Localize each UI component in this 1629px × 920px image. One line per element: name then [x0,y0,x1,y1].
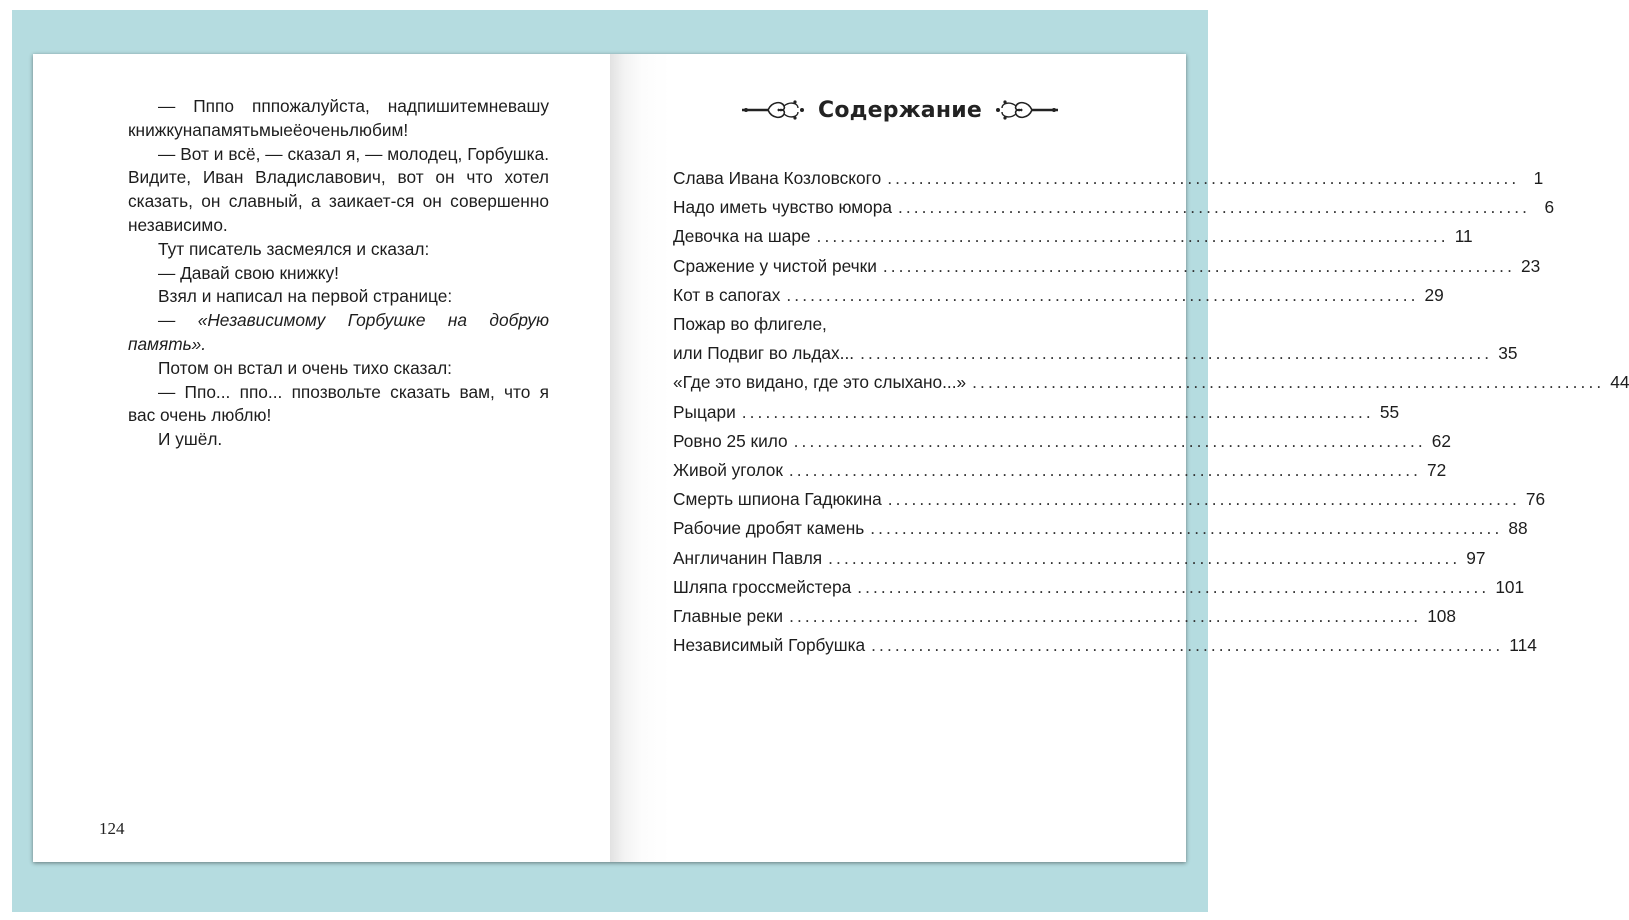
toc-entry-title: Рабочие дробят камень [673,518,865,539]
toc-entry-page: 108 [1427,605,1457,626]
paragraph: — Пппо пппожалуйста, надпишитемневашу книжкунапамятьмыеёоченьлюбим! [128,96,549,140]
paragraph: Потом он встал и очень тихо сказал: [158,357,452,378]
toc-entry[interactable] [673,543,1486,572]
toc-leader-dots: ................................................................................ [860,343,1493,364]
paragraph: — Ппо... ппо... ппозвольте сказать вам, что я вас очень люблю! [128,381,549,426]
toc-entry[interactable] [673,193,1555,222]
toc-entry-page: 62 [1431,430,1451,451]
toc-entry[interactable] [673,573,1525,602]
toc-entry[interactable] [673,281,1444,310]
toc-entry-page: 88 [1508,518,1528,539]
toc-leader-dots: ................................................................................ [871,635,1504,656]
toc-entry[interactable] [673,252,1541,281]
toc-leader-dots: ................................................................................ [887,489,1520,510]
toc-leader-dots: ................................................................................ [887,168,1520,189]
right-page [610,54,1629,862]
toc-entry-title: Смерть шпиона Гадюкина [673,489,882,510]
toc-entry-title: Рыцари [673,401,736,422]
toc-heading [750,92,1050,128]
toc-entry-title: Ровно 25 кило [673,430,788,451]
toc-leader-dots: ................................................................................ [882,255,1515,276]
toc-entry-page: 44 [1610,372,1629,393]
toc-entry-title: Девочка на шаре [673,226,811,247]
left-page [33,54,610,862]
paragraph: Взял и написал на первой странице: [158,286,453,307]
toc-entry[interactable] [673,456,1447,485]
toc-entry[interactable] [673,222,1473,251]
toc-entry-page: 72 [1427,459,1447,480]
toc-title: Содержание [818,97,982,123]
flourish-left-icon [742,97,808,123]
paragraph: И ушёл. [158,429,223,450]
toc-leader-dots: ................................................................................ [870,518,1503,539]
story-text [128,95,549,452]
toc-entry-title: Независимый Горбушка [673,635,866,656]
toc-leader-dots: ................................................................................ [972,372,1605,393]
toc-entry-page: 23 [1520,255,1541,276]
toc-leader-dots: ................................................................................ [857,576,1490,597]
toc-entry[interactable] [673,164,1544,193]
toc-leader-dots: ................................................................................ [793,430,1426,451]
toc-leader-dots: ................................................................................ [786,284,1419,305]
toc-entry-page: 1 [1533,168,1544,189]
toc-entry-page: 35 [1498,343,1518,364]
flourish-right-icon [992,97,1058,123]
toc-entry[interactable] [673,427,1451,456]
toc-entry-title: Пожар во флигеле, [673,314,827,335]
toc-entry-page: 101 [1495,576,1525,597]
toc-entry-continued[interactable] [673,310,1121,339]
toc-entry[interactable] [673,602,1457,631]
toc-entry[interactable] [673,514,1528,543]
paragraph: Тут писатель засмеялся и сказал: [158,238,430,259]
toc-entry[interactable] [673,398,1400,427]
toc-entry-page: 114 [1509,635,1537,656]
toc-entry-title: Кот в сапогах [673,284,781,305]
book-spread [33,54,1629,862]
toc-entry[interactable] [673,631,1537,660]
toc-entry-title: Надо иметь чувство юмора [673,197,892,218]
toc-entry-page: 6 [1544,197,1555,218]
toc-entry-title: «Где это видано, где это слыхано...» [673,372,967,393]
toc-entry[interactable] [673,368,1629,397]
toc-entry[interactable] [673,339,1518,368]
toc-leader-dots: ................................................................................ [789,605,1422,626]
toc-entry[interactable] [673,485,1546,514]
toc-entry-page: 55 [1379,401,1400,422]
toc-leader-dots: ................................................................................ [816,226,1449,247]
paragraph: — Давай свою книжку! [158,262,339,283]
toc-entry-title: Главные реки [673,605,784,626]
toc-leader-dots: ................................................................................ [788,459,1422,480]
toc-entry-title: Шляпа гроссмейстера [673,576,852,597]
toc-entry-title: Сражение у чистой речки [673,255,877,276]
toc-entry-page: 76 [1525,489,1546,510]
toc-entry-page: 11 [1454,226,1473,247]
toc-leader-dots: ................................................................................ [828,547,1461,568]
toc-entry-title: Англичанин Павля [673,547,823,568]
table-of-contents [673,164,1629,660]
toc-entry-page: 97 [1466,547,1486,568]
toc-entry-title: Живой уголок [673,459,783,480]
toc-leader-dots: ................................................................................ [897,197,1531,218]
toc-entry-page: 29 [1424,284,1444,305]
toc-entry-title: Слава Ивана Козловского [673,168,882,189]
toc-entry-title: или Подвиг во льдах... [673,343,855,364]
page-number: 124 [99,819,125,838]
paragraph-italic-inscription: — «Независимому Горбушке на добрую память». [128,310,549,354]
paragraph: — Вот и всё, — сказал я, — молодец, Горбушка. Видите, Иван Владиславович, вот он что хотел сказать, он славный, а заикает-ся он совершенно независимо. [128,143,549,235]
toc-leader-dots: ................................................................................ [741,401,1374,422]
